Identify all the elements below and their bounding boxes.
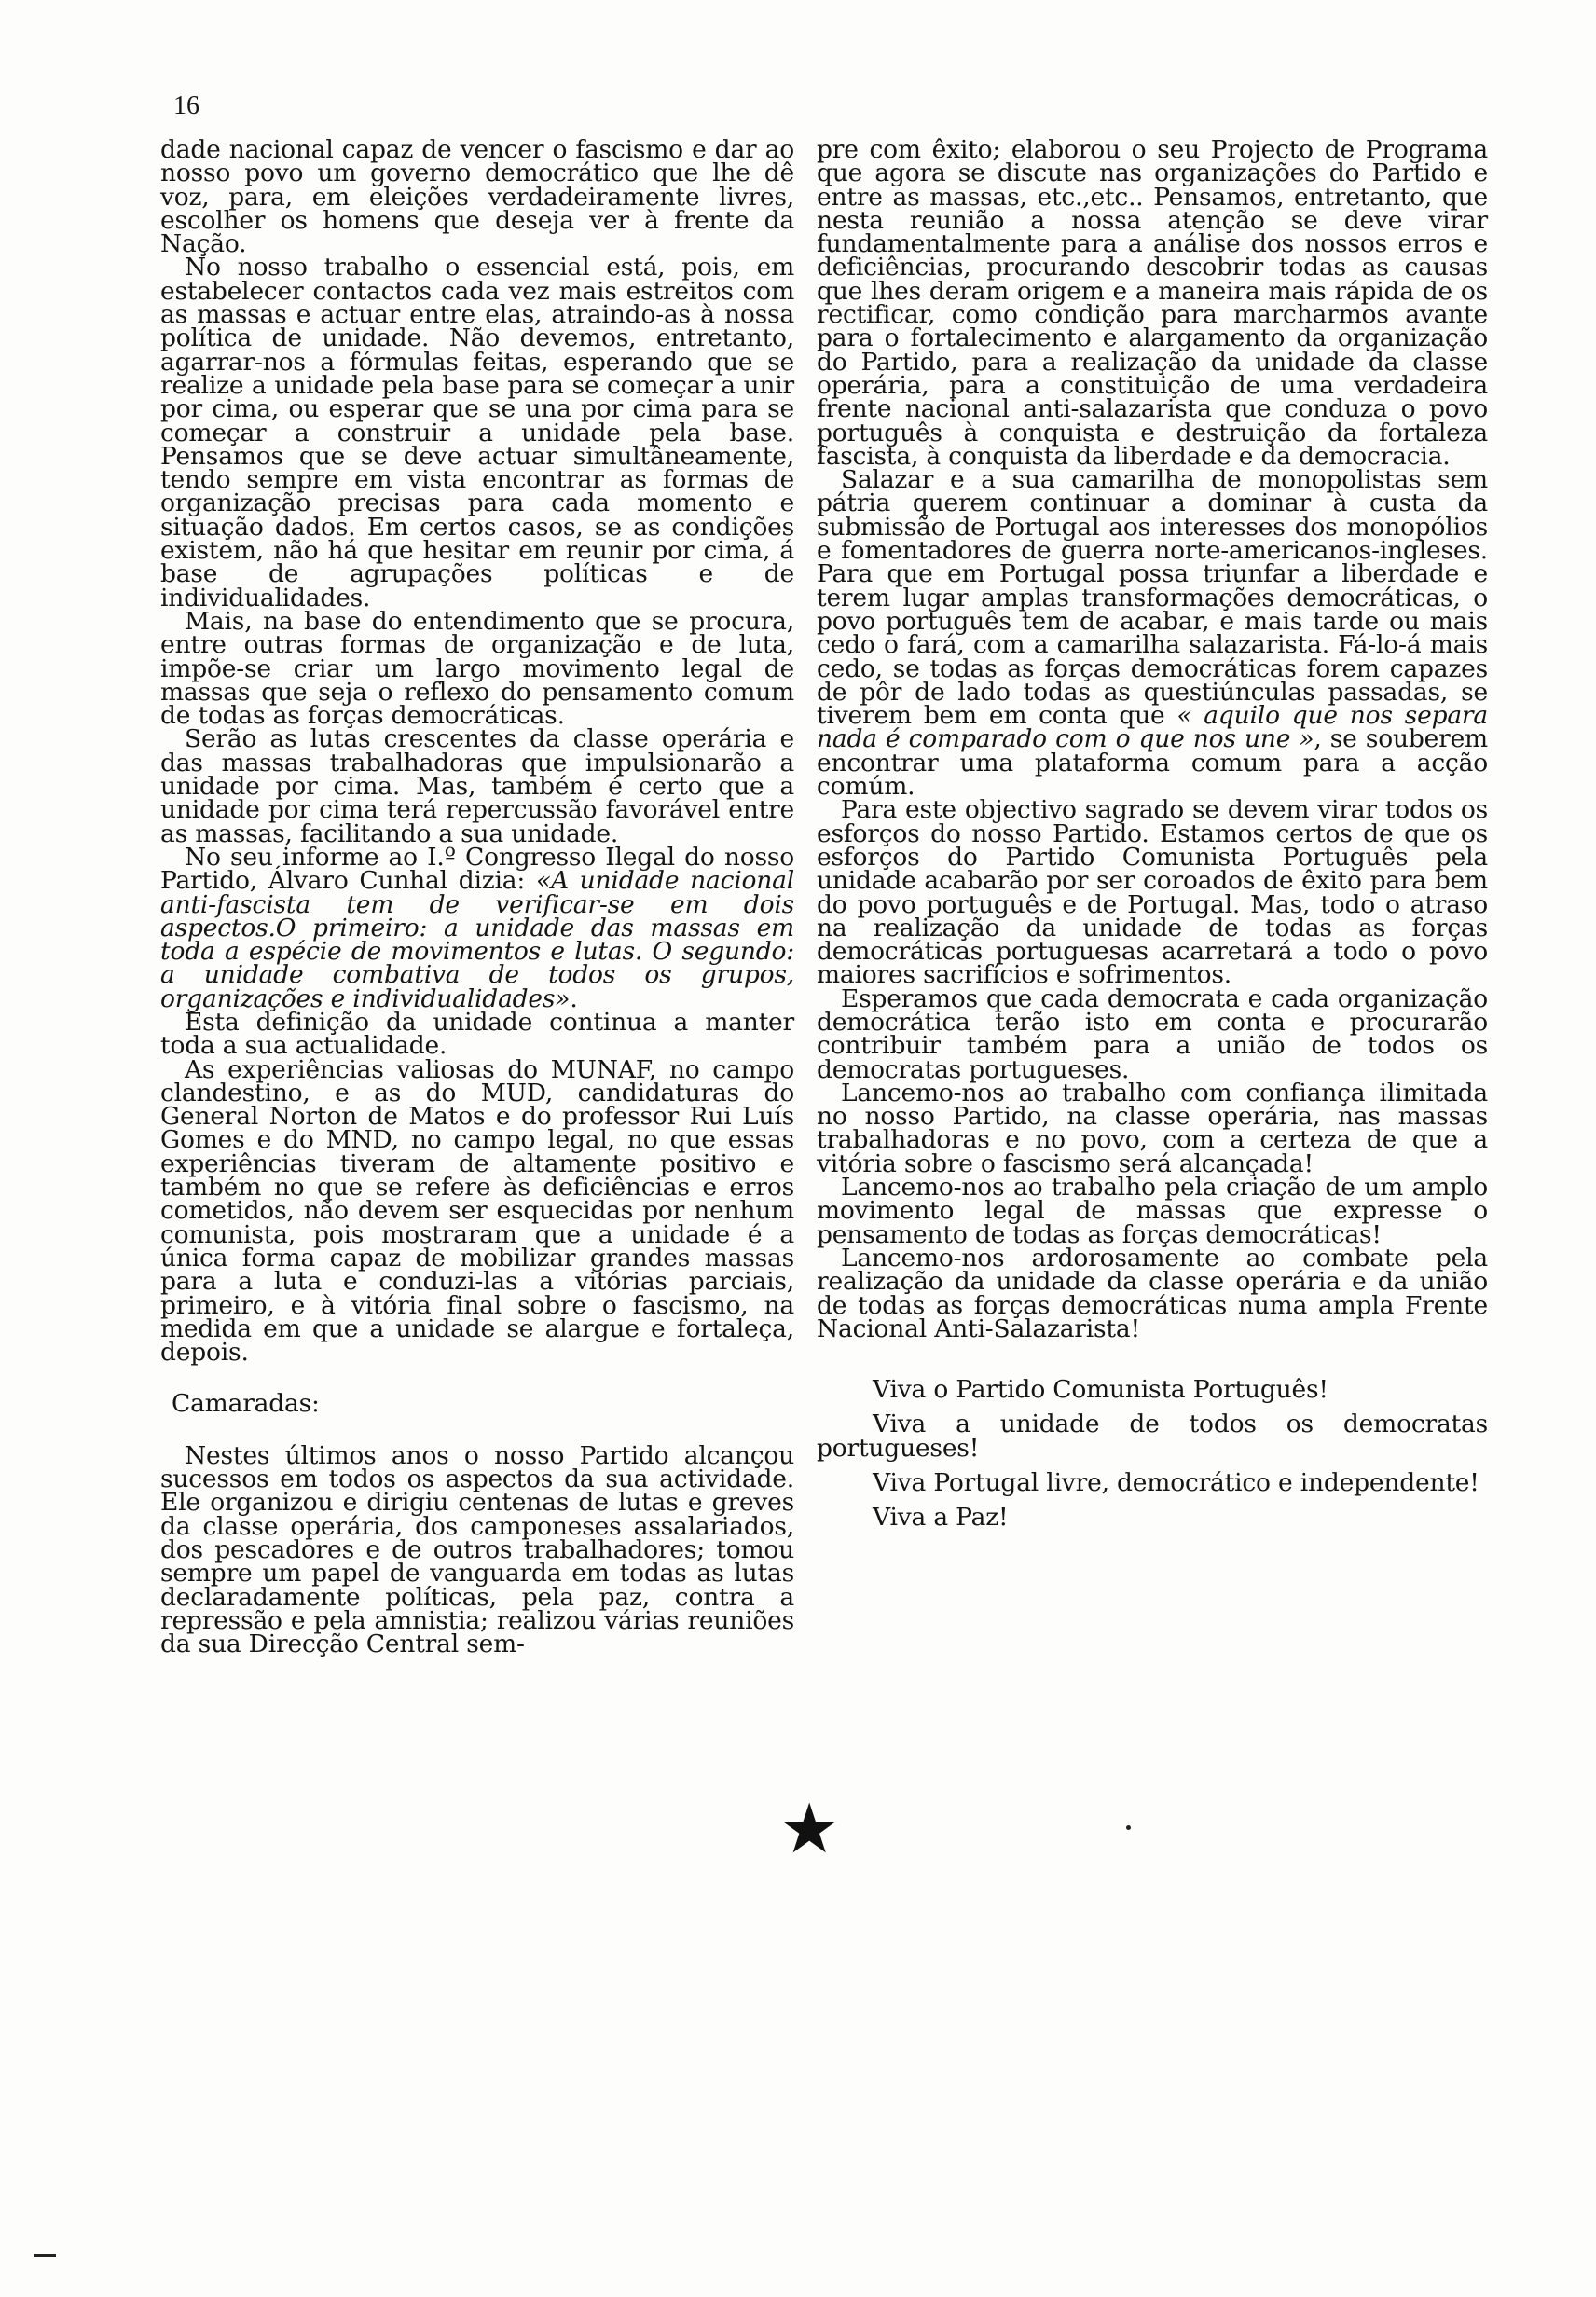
cheer-line: Viva a Paz! (873, 1503, 1009, 1533)
quote-outro: . (570, 983, 578, 1013)
salazar-text-end: , se souberem encontrar uma plataforma comum para a acção comúm. (817, 724, 1488, 802)
body-paragraph: dade nacional capaz de vencer o fascismo e dar ao nosso povo um governo democrático que lhe dê voz, para, em eleições verdadeiramente livres, escolher os homens que deseja ver à frente da Nação. (160, 135, 794, 259)
body-paragraph: Esperamos que cada democrata e cada organização democrática terão isto em conta e procurarão contribuir também para a união de todos os democratas portugueses. (817, 983, 1488, 1084)
unity-quote: « aquilo que nos separa nada é comparado com o que nos une » (817, 701, 1488, 754)
star-icon: ★ (778, 1789, 841, 1869)
body-paragraph: Lancemo-nos ao trabalho com confiança ilimitada no nosso Partido, na classe operária, nas massas trabalhadoras e no povo, com a certeza de que a vitória sobre o fascismo será alcançada! (817, 1078, 1488, 1178)
page-edge-mark (34, 2254, 56, 2257)
body-paragraph: Nestes últimos anos o nosso Partido alcançou sucessos em todos os aspectos da sua actividade. Ele organizou e dirigiu centenas de lutas e greves da classe operária, dos camponeses assalariados, dos pescadores e de outros trabalhadores; tomou sempre um papel de vanguarda em todas as lutas declaradamente políticas, pela paz, contra a repressão e pela amnistia; realizou várias reuniões da sua Direcção Central sem- (160, 1440, 794, 1659)
cheer-line: Viva Portugal livre, democrático e independente! (873, 1468, 1479, 1498)
body-paragraph: No nosso trabalho o essencial está, pois, em estabelecer contactos cada vez mais estreitos com as massas e actuar entre elas, atraindo-as à nossa política de unidade. Não devemos, entretanto, agarrar-nos a fórmulas feitas, esperando que se realize a unidade pela base para se começar a unir por cima, ou esperar que se una por cima para se começar a construir a unidade pela base. Pensamos que se deve actuar simultâneamente, tendo sempre em vista encontrar as formas de organização precisas para cada momento e situação dados. Em certos casos, se as condições existem, não há que hesitar em reunir por cima, á base de agrupações políticas e de individualidades. (160, 253, 794, 612)
left-column (160, 135, 794, 1659)
salazar-text: Salazar e a sua camarilha de monopolistas sem pátria querem continuar a dominar à custa da submissão de Portugal aos interesses dos monopólios e fomentadores de guerra norte-americanos-ingleses. Para que em Portugal possa triunfar a liberdade e terem lugar amplas transformações democráticas, o povo português tem de acabar, e mais tarde ou mais cedo o fará, com a camarilha salazarista. Fá-lo-á mais cedo, se todas as forças democráticas forem capazes de pôr de lado todas as questiúnculas passadas, se tiverem bem em conta que (817, 465, 1488, 731)
body-paragraph: pre com êxito; elaborou o seu Projecto de Programa que agora se discute nas organizações do Partido e entre as massas, etc.,etc.. Pensamos, entretanto, que nesta reunião a nossa atenção se deve virar fundamentalmente para a análise dos nossos erros e deficiências, procurando descobrir todas as causas que lhes deram origem e a maneira mais rápida de os rectificar, como condição para marcharmos avante para o fortalecimento e alargamento da organização do Partido, para a realização da unidade da classe operária, para a constituição de uma verdadeira frente nacional anti-salazarista que conduza o povo português à conquista e destruição da fortaleza fascista, à conquista da liberdade e da democracia. (817, 135, 1488, 471)
salutation: Camaradas: (172, 1389, 320, 1419)
cheer-line: Viva a unidade de todos os democratas portugueses! (817, 1410, 1488, 1463)
page-number: 16 (173, 91, 200, 120)
cheer-line: Viva o Partido Comunista Português! (873, 1375, 1328, 1405)
body-paragraph: Serão as lutas crescentes da classe operária e das massas trabalhadoras que impulsionarão a unidade por cima. Mas, também é certo que a unidade por cima terá repercussão favorável entre as massas, facilitando a sua unidade. (160, 724, 794, 848)
body-paragraph: As experiências valiosas do MUNAF, no campo clandestino, e as do MUD, candidaturas do General Norton de Matos e do professor Rui Luís Gomes e do MND, no campo legal, no que essas experiências tiveram de altamente positivo e também no que se refere às deficiências e erros cometidos, não devem ser esquecidas por nenhum comunista, pois mostraram que a unidade é a única forma capaz de mobilizar grandes massas para a luta e conduzi-las a vitórias parciais, primeiro, e à vitória final sobre o fascismo, na medida em que a unidade se alargue e fortaleça, depois. (160, 1054, 794, 1368)
body-paragraph: Para este objectivo sagrado se devem virar todos os esforços do nosso Partido. Estamos certos de que os esforços do Partido Comunista Português pela unidade acabarão por ser coroados de êxito para bem do povo português e de Portugal. Mas, todo o atraso na realização da unidade de todas as forças democráticas portuguesas acarretará a todo o povo maiores sacrifícios e sofrimentos. (817, 795, 1488, 990)
salazar-paragraph (817, 465, 1488, 802)
ink-dot (1126, 1825, 1131, 1830)
right-column (817, 135, 1488, 1533)
body-paragraph: Lancemo-nos ardorosamente ao combate pela realização da unidade da classe operária e da união de todas as forças democráticas numa ampla Frente Nacional Anti-Salazarista! (817, 1243, 1488, 1343)
quote-paragraph (160, 842, 794, 1013)
quote-intro: No seu informe ao I.º Congresso Ilegal do nosso Partido, Álvaro Cunhal dizia: (160, 842, 794, 896)
body-paragraph: Mais, na base do entendimento que se procura, entre outras formas de organização e de luta, impõe-se criar um largo movimento legal de massas que seja o reflexo do pensamento comum de todas as forças democráticas. (160, 606, 794, 731)
cunhal-quote: «A unidade nacional anti-fascista tem de verificar-se em dois aspectos.O primeiro: a unidade das massas em toda a espécie de movimentos e lutas. O segundo: a unidade combativa de todos os grupos, organizações e individualidades» (160, 866, 794, 1013)
body-paragraph: Lancemo-nos ao trabalho pela criação de um amplo movimento legal de massas que expresse o pensamento de todas as forças democráticas! (817, 1173, 1488, 1249)
body-paragraph: Esta definição da unidade continua a manter toda a sua actualidade. (160, 1007, 794, 1061)
